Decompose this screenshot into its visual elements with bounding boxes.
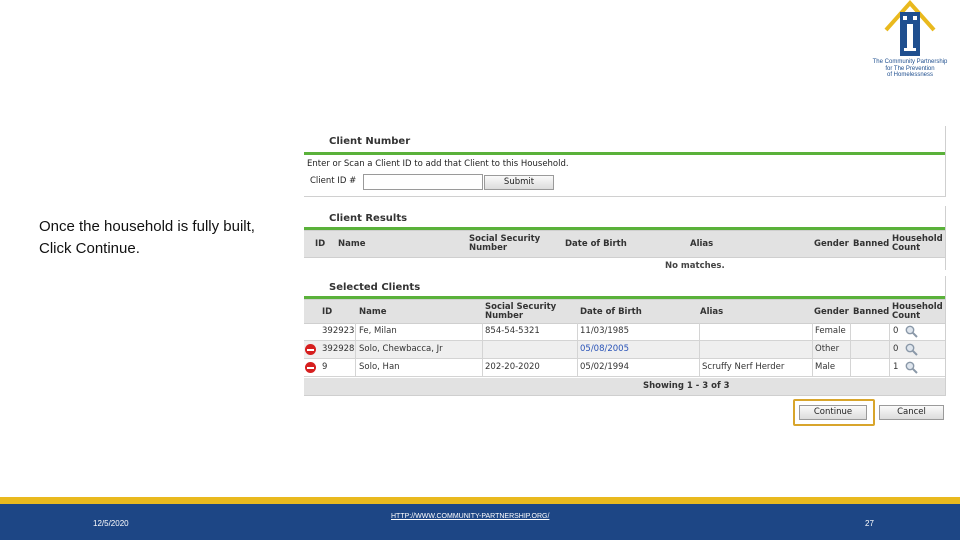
selected-clients-panel — [304, 276, 946, 396]
instruction-text — [39, 216, 289, 260]
cell-divider — [355, 341, 356, 358]
magnifier-icon[interactable] — [905, 361, 918, 374]
logo-text — [862, 59, 958, 79]
continue-button[interactable]: Continue — [799, 405, 867, 420]
panel-title: Client Results — [329, 213, 408, 224]
client-id-label: Client ID # — [310, 176, 357, 186]
table-footer — [304, 378, 945, 396]
column-header[interactable]: Alias — [690, 239, 714, 249]
gender-cell: Male — [815, 362, 836, 372]
client-id-cell: 392928 — [322, 344, 355, 354]
table-row[interactable] — [304, 323, 945, 341]
ssn-cell: 202-20-2020 — [485, 362, 540, 372]
cell-divider — [577, 323, 578, 340]
column-header[interactable]: Social Security Number — [469, 234, 541, 253]
client-id-input[interactable] — [363, 174, 483, 190]
dob-cell: 11/03/1985 — [580, 326, 629, 336]
column-header[interactable]: Date of Birth — [580, 307, 642, 317]
cell-divider — [812, 341, 813, 358]
cell-divider — [812, 323, 813, 340]
alias-cell: Scruffy Nerf Herder — [702, 362, 785, 372]
gender-cell: Other — [815, 344, 840, 354]
panel-title: Selected Clients — [329, 282, 421, 293]
column-header[interactable]: Banned — [853, 239, 890, 249]
column-header[interactable]: Household Count — [892, 234, 943, 253]
cell-divider — [889, 341, 890, 358]
submit-button[interactable]: Submit — [484, 175, 554, 190]
cell-divider — [889, 323, 890, 340]
ssn-cell: 854-54-5321 — [485, 326, 540, 336]
table-row[interactable] — [304, 341, 945, 359]
footer-bar — [0, 504, 960, 540]
gender-cell: Female — [815, 326, 846, 336]
page-number: 27 — [865, 519, 874, 528]
divider — [304, 152, 945, 155]
instruction-line: Click Continue. — [39, 240, 140, 257]
cell-divider — [577, 341, 578, 358]
selected-header-row — [304, 299, 945, 324]
column-header[interactable]: Gender — [814, 239, 849, 249]
cell-divider — [577, 359, 578, 376]
help-text: Enter or Scan a Client ID to add that Client to this Household. — [307, 159, 569, 169]
magnifier-icon[interactable] — [905, 325, 918, 338]
cell-divider — [699, 359, 700, 376]
column-header[interactable]: Date of Birth — [565, 239, 627, 249]
cell-divider — [850, 323, 851, 340]
client-results-panel — [304, 206, 946, 270]
footer-url-link[interactable]: HTTP://WWW.COMMUNITY-PARTNERSHIP.ORG/ — [391, 513, 550, 520]
logo-line: The Community Partnership — [872, 59, 948, 65]
household-count-cell: 0 — [893, 326, 899, 336]
cancel-button[interactable]: Cancel — [879, 405, 944, 420]
house-logo-icon — [862, 0, 958, 60]
cell-divider — [482, 323, 483, 340]
cell-divider — [482, 341, 483, 358]
column-header[interactable]: Name — [338, 239, 366, 249]
column-header[interactable]: Banned — [853, 307, 890, 317]
column-header[interactable]: Alias — [700, 307, 724, 317]
cell-divider — [812, 359, 813, 376]
instruction-line: Once the household is fully built, — [39, 218, 255, 235]
footer-date: 12/5/2020 — [93, 519, 129, 528]
column-header[interactable]: Gender — [814, 307, 849, 317]
panel-title: Client Number — [329, 136, 411, 147]
client-id-cell: 392923 — [322, 326, 355, 336]
empty-results-text: No matches. — [665, 261, 725, 271]
client-id-cell: 9 — [322, 362, 328, 372]
column-header[interactable]: Social Security Number — [485, 302, 557, 321]
organization-logo — [862, 0, 958, 82]
household-count-cell: 1 — [893, 362, 899, 372]
client-name-cell: Fe, Milan — [359, 326, 397, 336]
continue-highlight — [793, 399, 875, 426]
column-header[interactable]: Household Count — [892, 302, 943, 321]
client-name-cell: Solo, Chewbacca, Jr — [359, 344, 443, 354]
dob-cell: 05/02/1994 — [580, 362, 629, 372]
remove-client-icon[interactable] — [305, 344, 316, 355]
cell-divider — [889, 359, 890, 376]
pagination-text: Showing 1 - 3 of 3 — [643, 381, 730, 391]
remove-client-icon[interactable] — [305, 362, 316, 373]
cell-divider — [355, 323, 356, 340]
client-name-cell: Solo, Han — [359, 362, 400, 372]
household-builder-screenshot — [304, 126, 946, 426]
cell-divider — [699, 323, 700, 340]
magnifier-icon[interactable] — [905, 343, 918, 356]
cell-divider — [355, 359, 356, 376]
cell-divider — [482, 359, 483, 376]
dob-cell: 05/08/2005 — [580, 344, 629, 354]
logo-line: for The Prevention — [885, 65, 935, 72]
logo-line: of Homelessness — [886, 72, 934, 78]
household-count-cell: 0 — [893, 344, 899, 354]
column-header[interactable]: ID — [315, 239, 326, 249]
footer-stripe — [0, 497, 960, 504]
client-number-panel — [304, 126, 946, 197]
cell-divider — [699, 341, 700, 358]
column-header[interactable]: ID — [322, 307, 333, 317]
cell-divider — [850, 359, 851, 376]
table-row[interactable] — [304, 359, 945, 377]
column-header[interactable]: Name — [359, 307, 387, 317]
results-header-row — [304, 230, 945, 258]
cell-divider — [850, 341, 851, 358]
